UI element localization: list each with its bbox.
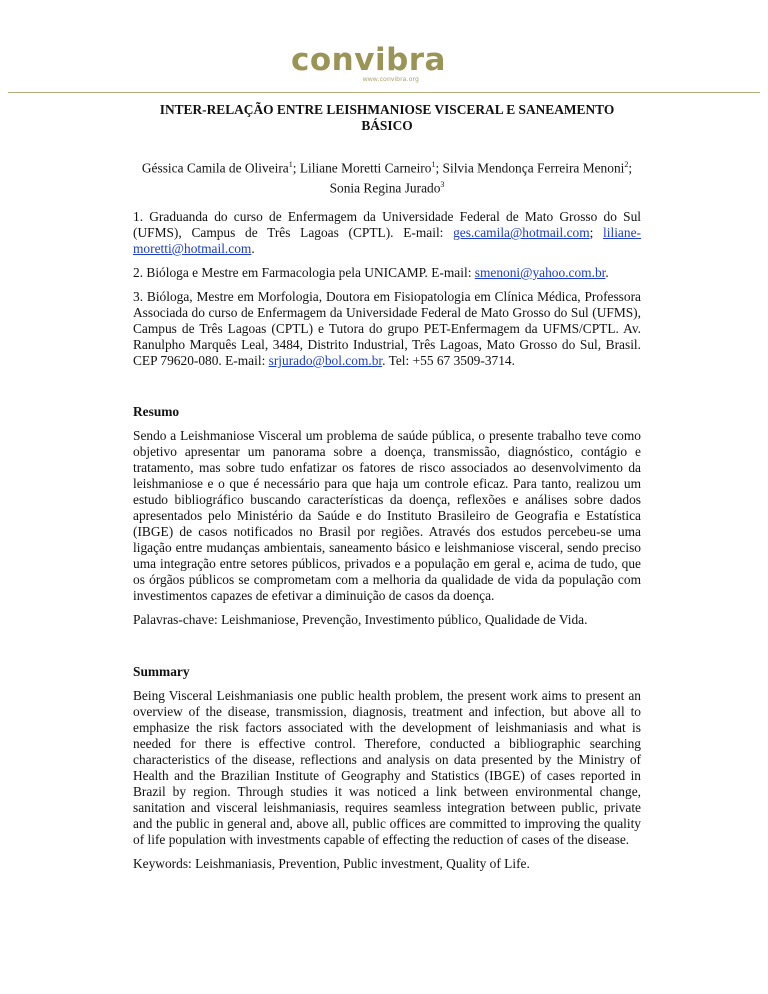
convibra-logo xyxy=(291,42,446,83)
affiliation-2-text: 2. Bióloga e Mestre em Farmacologia pela UNICAMP. E-mail: xyxy=(133,264,475,280)
email-link-3[interactable]: smenoni@yahoo.com.br xyxy=(474,264,606,280)
email-link-1[interactable]: ges.camila@hotmail.com xyxy=(453,224,590,240)
resumo-keywords: Palavras-chave: Leishmaniose, Prevenção, Investimento público, Qualidade de Vida. xyxy=(133,611,588,627)
author-3-end: ; xyxy=(628,160,633,176)
email-separator: ; xyxy=(589,224,604,240)
paper-body xyxy=(133,102,641,872)
affiliation-1-end: . xyxy=(251,240,255,256)
author-list xyxy=(133,156,641,197)
author-3-affil: 2 xyxy=(624,160,629,169)
logo-url: www.convibra.org xyxy=(362,76,419,83)
author-3: ; Silvia Mendonça Ferreira Menoni xyxy=(435,160,625,176)
email-link-4[interactable]: srjurado@bol.com.br xyxy=(268,352,383,368)
affiliation-2-end: . xyxy=(605,264,609,280)
header-divider xyxy=(8,92,760,93)
resumo-heading: Resumo xyxy=(133,403,180,419)
author-1-affil: 1 xyxy=(288,160,293,169)
summary-text: Being Visceral Leishmaniasis one public health problem, the present work aims to present an overview of the disease, transmission, diagnosis, treatment and infection, but above all to emphasize the risk factors associated with the development of leishmaniasis and what is needed for there is effective control. Therefore, conducted a bibliographic searching characteristics of the disease, reflections and analysis on data presented by the Ministry of Health and the Brazilian Institute of Geography and Statistics (IBGE) of cases reported in Brazil by region. Through studies it was noticed a link between environmental change, sanitation and visceral leishmaniasis, requires seamless integration between public, private and the public in general and, above all, public offices are committed to improving the quality of life population with investments capable of effecting the reduction of cases of the disease. xyxy=(133,687,641,847)
email-link-2[interactable]: liliane-moretti@hotmail.com xyxy=(133,224,641,256)
affiliation-3 xyxy=(133,289,641,369)
resumo-text: Sendo a Leishmaniose Visceral um problema de saúde pública, o presente trabalho teve como objetivo apresentar um panorama sobre a doença, transmissão, diagnóstico, contágio e tratamento, mas sobre tudo enfatizar os fatores de risco associados ao desenvolvimento da leishmaniose e o que é necessário para que haja um controle eficaz. Para tanto, realizou um estudo bibliográfico buscando características da doença, reflexões e análises sobre dados apresentados pelo Ministério da Saúde e do Instituto Brasileiro de Geografia e Estatística (IBGE) de casos notificados no Brasil por regiões. Através dos estudos percebeu-se uma ligação entre mudanças ambientais, saneamento básico e leishmaniose visceral, sendo preciso uma integração entre setores públicos, privados e a população em geral e, acima de tudo, que os órgãos públicos se comprometam com a melhoria da qualidade de vida da população com investimentos capazes de efetivar a diminuição de casos da doença. xyxy=(133,427,641,603)
affiliation-2 xyxy=(133,265,641,281)
author-4-affil: 3 xyxy=(440,180,445,190)
author-4: Sonia Regina Jurado xyxy=(329,180,441,196)
authors-line-2 xyxy=(133,176,641,196)
summary-heading: Summary xyxy=(133,663,190,679)
paper-title xyxy=(133,102,641,134)
author-2: ; Liliane Moretti Carneiro xyxy=(292,160,432,176)
title-line-2: BÁSICO xyxy=(361,118,413,133)
title-line-1: INTER-RELAÇÃO ENTRE LEISHMANIOSE VISCERAL E SANEAMENTO xyxy=(159,102,615,117)
affiliation-1-text: 1. Graduanda do curso de Enfermagem da Universidade Federal de Mato Grosso do Sul (UFMS), Campus de Três Lagoas (CPTL). E-mail: xyxy=(133,208,641,240)
affiliation-3-end: . Tel: +55 67 3509-3714. xyxy=(382,352,515,368)
authors-line-1 xyxy=(133,156,641,176)
logo-wordmark: convibra xyxy=(291,42,446,78)
page-header xyxy=(0,0,768,93)
author-2-affil: 1 xyxy=(431,160,436,169)
affiliation-1 xyxy=(133,209,641,257)
author-1: Géssica Camila de Oliveira xyxy=(141,160,289,176)
affiliation-3-text: 3. Bióloga, Mestre em Morfologia, Doutora em Fisiopatologia em Clínica Médica, Professora Associada do curso de Enfermagem da Universidade Federal de Mato Grosso do Sul (UFMS), Campus de Três Lagoas (CPTL) e Tutora do grupo PET-Enfermagem da UFMS/CPTL. Av. Ranulpho Marquês Leal, 3484, Distrito Industrial, Três Lagoas, Mato Grosso do Sul, Brasil. CEP 79620-080. E-mail: xyxy=(133,288,641,368)
summary-keywords: Keywords: Leishmaniasis, Prevention, Public investment, Quality of Life. xyxy=(133,855,530,871)
